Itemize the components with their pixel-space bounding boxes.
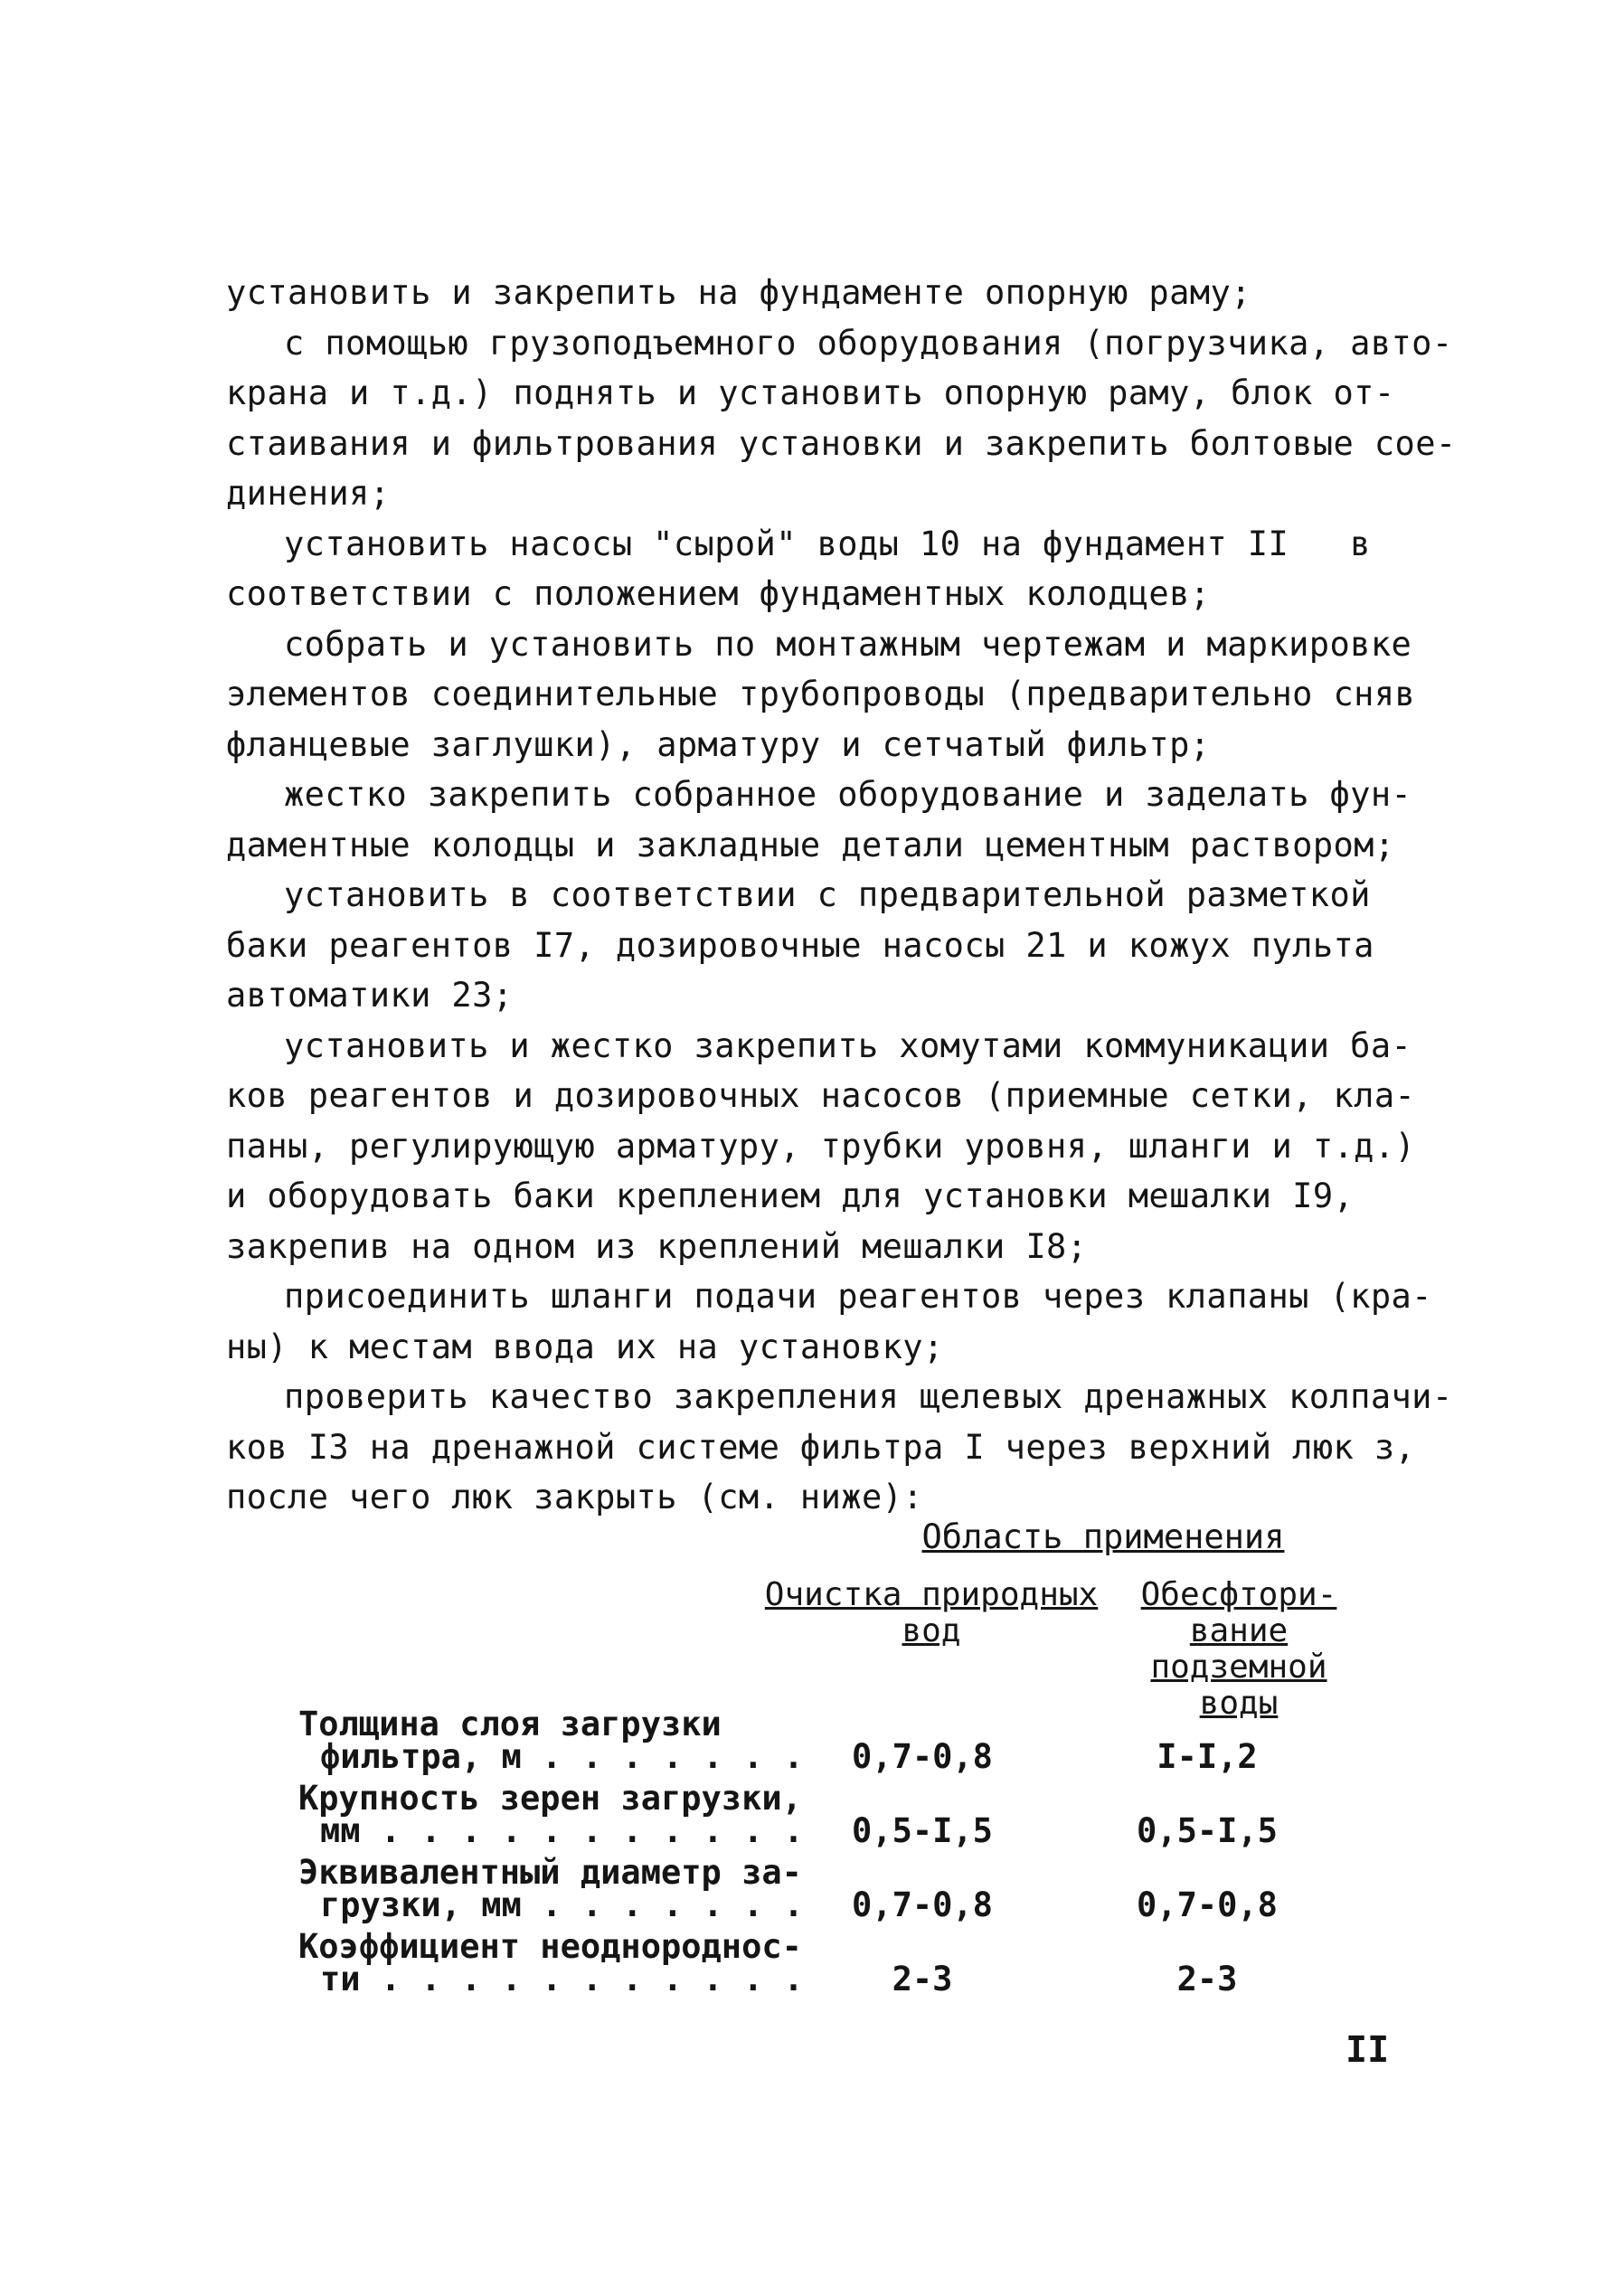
text-line: стаивания и фильтрования установки и закрепить болтовые сое- (226, 423, 1457, 463)
row-label-cont: фильтра, м . . . . . . . (320, 1737, 804, 1776)
row-value-col2: 2-3 (1176, 1960, 1238, 1998)
table-row (298, 1853, 1338, 1930)
text-line: крана и т.д.) поднять и установить опорную раму, блок от- (226, 373, 1395, 412)
text-line: баки реагентов I7, дозировочные насосы 21 и кожух пульта (226, 925, 1374, 965)
text-line: собрать и установить по монтажным чертежам и маркировке (284, 624, 1412, 664)
text-line: проверить качество закрепления щелевых дренажных колпачи- (284, 1377, 1453, 1416)
table-rows (298, 1707, 1338, 2004)
text-line: закрепив на одном из креплений мешалки I8; (226, 1226, 1088, 1266)
row-label: Коэффициент неоднородноc- (298, 1927, 802, 1966)
row-value-col2: I-I,2 (1157, 1737, 1258, 1776)
text-line: ков реагентов и дозировочных насосов (приемные сетки, кла- (226, 1076, 1416, 1115)
properties-table (298, 1519, 1338, 2008)
table-row (298, 1927, 1338, 2004)
text-line: установить насосы "сырой" воды 10 на фундамент II в (284, 524, 1371, 563)
column-header-defluorination (1103, 1577, 1374, 1722)
text-line: динения; (226, 474, 391, 513)
body-text (226, 268, 1457, 1523)
row-label-cont: мм . . . . . . . . . . . (320, 1811, 804, 1850)
row-label-cont: ти . . . . . . . . . . . (320, 1960, 804, 1998)
text-line: жестко закрепить собранное оборудование и заделать фун- (284, 775, 1412, 814)
text-line: элементов соединительные трубопроводы (предварительно сняв (226, 675, 1416, 713)
row-label: Крупность зерен загрузки, (298, 1779, 802, 1818)
col2-header-line: воды (1199, 1685, 1279, 1722)
text-line: и оборудовать баки креплением для установки мешалки I9, (226, 1176, 1355, 1215)
text-line: установить и жестко закрепить хомутами коммуникации ба- (284, 1025, 1412, 1065)
text-line: присоединить шланги подачи реагентов через клапаны (кра- (284, 1277, 1432, 1316)
text-line: автоматики 23; (226, 976, 514, 1015)
text-line: установить и закрепить на фундаменте опорную раму; (226, 273, 1251, 312)
row-value-col1: 0,7-0,8 (852, 1885, 993, 1924)
column-header-natural-water (751, 1577, 1112, 1649)
table-row (298, 1707, 1338, 1781)
table-group-header (850, 1519, 1356, 1555)
row-value-col1: 2-3 (892, 1960, 953, 1998)
text-line: ков I3 на дренажной системе фильтра I через верхний люк з, (226, 1427, 1416, 1467)
text-line: паны, регулирующую арматуру, трубки уровня, шланги и т.д.) (226, 1126, 1416, 1166)
row-label: Эквивалентный диаметр за- (298, 1853, 802, 1892)
row-label: Толщина слоя загрузки (298, 1705, 722, 1743)
col2-header-line: подземной (1150, 1649, 1327, 1686)
text-line: после чего люк закрыть (см. ниже): (226, 1478, 923, 1516)
text-line: фланцевые заглушки), арматуру и сетчатый фильтр; (226, 724, 1211, 764)
text-line: даментные колодцы и закладные детали цементным раствором; (226, 825, 1395, 865)
group-header-text: Область применения (921, 1517, 1285, 1556)
col2-header-line: вание (1189, 1612, 1289, 1649)
col1-header-line: Очистка природных (764, 1576, 1099, 1613)
text-line: установить в соответствии с предварительной разметкой (284, 875, 1371, 914)
row-value-col2: 0,7-0,8 (1137, 1885, 1278, 1924)
text-line: соответствии с положением фундаментных колодцев; (226, 574, 1211, 613)
row-value-col2: 0,5-I,5 (1137, 1811, 1278, 1850)
row-value-col1: 0,5-I,5 (852, 1811, 993, 1850)
col1-header-line: вод (902, 1612, 961, 1649)
table-row (298, 1781, 1338, 1856)
text-line: ны) к местам ввода их на установку; (226, 1327, 944, 1366)
row-value-col1: 0,7-0,8 (852, 1737, 993, 1776)
row-label-cont: грузки, мм . . . . . . . (320, 1885, 804, 1924)
text-line: с помощью грузоподъемного оборудования (погрузчика, авто- (284, 323, 1453, 363)
col2-header-line: Обесфтори- (1140, 1576, 1337, 1613)
page-number: II (1345, 2029, 1390, 2071)
